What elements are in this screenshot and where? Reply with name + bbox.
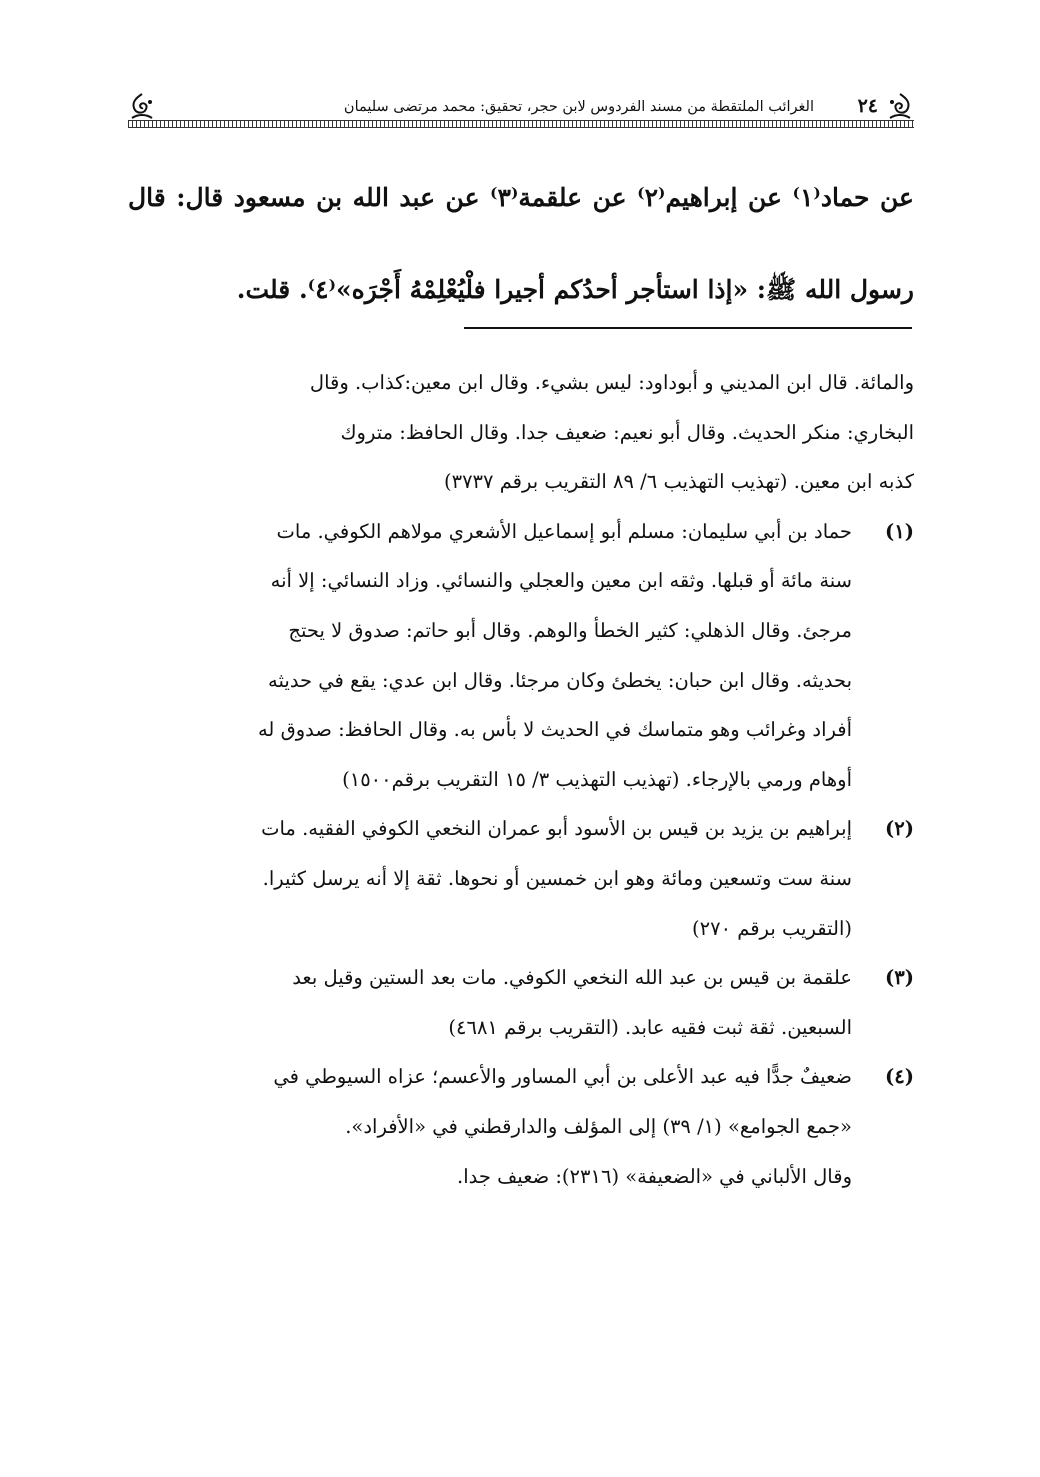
footnote-4 xyxy=(128,1052,914,1201)
footnote-marker: (٤) xyxy=(885,1065,914,1089)
footnote-line: «جمع الجوامع» (١/ ٣٩) إلى المؤلف والدارقطني في «الأفراد». xyxy=(345,1114,852,1138)
footnote-line: كذبه ابن معين. (تهذيب التهذيب ٦/ ٨٩ التقريب برقم ٣٧٣٧) xyxy=(443,470,914,494)
ornament-icon xyxy=(128,92,156,122)
footnote-line: وقال الألباني في «الضعيفة» (٢٣١٦): ضعيف جدا. xyxy=(457,1164,852,1188)
page-number: ٢٤ xyxy=(857,95,878,117)
footnote-line: حماد بن أبي سليمان: مسلم أبو إسماعيل الأشعري مولاهم الكوفي. مات xyxy=(276,519,852,543)
footnote-line: مرجئ. وقال الذهلي: كثير الخطأ والوهم. وقال أبو حاتم: صدوق لا يحتج xyxy=(288,618,852,642)
footnote-line: أوهام ورمي بالإرجاء. (تهذيب التهذيب ٣/ ١٥ التقريب برقم١٥٠٠) xyxy=(342,767,852,791)
running-header xyxy=(128,88,914,132)
footnote-line: سنة مائة أو قبلها. وثقه ابن معين والعجلي والنسائي. وزاد النسائي: إلا أنه xyxy=(270,569,852,593)
footnote-1 xyxy=(128,507,914,805)
footnote-marker: (٢) xyxy=(885,817,914,841)
footnote-line: بحديثه. وقال ابن حبان: يخطئ وكان مرجئا. وقال ابن عدي: يقع في حديثه xyxy=(268,668,852,692)
main-text-line: رسول الله ﷺ: «إذا استأجر أحدُكم أجيرا فلْيُعْلِمْهُ أَجْرَه»⁽٤⁾. قلت. xyxy=(236,275,914,304)
footnote-3 xyxy=(128,953,914,1052)
header-rule xyxy=(128,120,914,128)
footnote-2 xyxy=(128,804,914,953)
footnote-line: علقمة بن قيس بن عبد الله النخعي الكوفي. مات بعد الستين وقيل بعد xyxy=(292,966,852,990)
footnote-continuation xyxy=(128,358,914,507)
footnote-line: إبراهيم بن يزيد بن قيس بن الأسود أبو عمران النخعي الكوفي الفقيه. مات xyxy=(261,817,852,841)
ornament-icon xyxy=(886,92,914,122)
footnote-line: ضعيفٌ جدًّا فيه عبد الأعلى بن أبي المساور والأعسم؛ عزاه السيوطي في xyxy=(273,1065,852,1089)
main-text xyxy=(128,152,914,336)
footnote-line: والمائة. قال ابن المديني و أبوداود: ليس بشيء. وقال ابن معين:كذاب. وقال xyxy=(309,371,914,394)
running-title: الغرائب الملتقطة من مسند الفردوس لابن حجر، تحقيق: محمد مرتضى سليمان xyxy=(343,99,814,115)
footnote-line: السبعين. ثقة ثبت فقيه عابد. (التقريب برقم ٤٦٨١) xyxy=(448,1015,852,1039)
footnote-marker: (٣) xyxy=(885,966,914,990)
footnotes xyxy=(128,358,914,1201)
footnote-line: البخاري: منكر الحديث. وقال أبو نعيم: ضعيف جدا. وقال الحافظ: متروك xyxy=(340,420,914,444)
footnote-line: (التقريب برقم ٢٧٠) xyxy=(692,916,852,940)
footnote-marker: (١) xyxy=(885,519,914,543)
footnote-separator xyxy=(464,327,912,329)
footnote-line: سنة ست وتسعين ومائة وهو ابن خمسين أو نحوها. ثقة إلا أنه يرسل كثيرا. xyxy=(262,866,852,890)
main-text-line: عن حماد⁽١⁾ عن إبراهيم⁽٢⁾ عن علقمة⁽٣⁾ عن عبد الله بن مسعود قال: قال xyxy=(128,183,914,212)
footnote-line: أفراد وغرائب وهو متماسك في الحديث لا بأس به. وقال الحافظ: صدوق له xyxy=(257,718,852,742)
